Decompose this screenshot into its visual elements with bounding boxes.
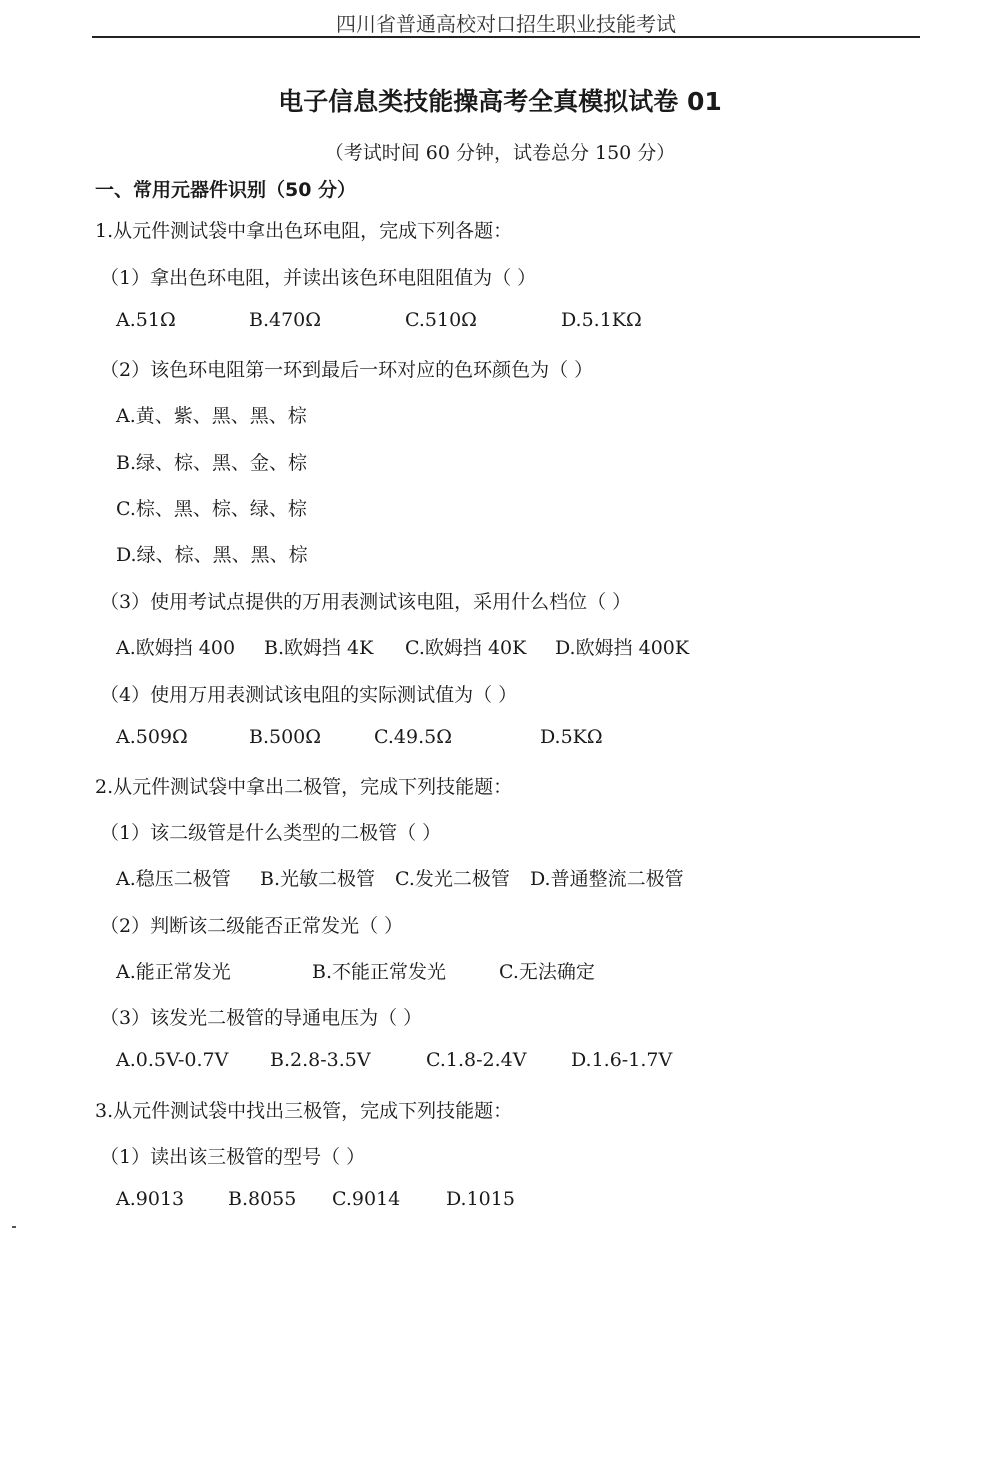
option-b: B.欧姆挡 4K [264,637,374,659]
option-a: A.能正常发光 [116,961,231,983]
option-b: B.8055 [228,1188,297,1210]
option-a: A.509Ω [116,726,188,748]
option-a: A.黄、紫、黑、黑、棕 [116,405,307,427]
q1-sub4-text: （4）使用万用表测试该电阻的实际测试值为（ ） [100,684,518,706]
option-c: C.棕、黑、棕、绿、棕 [116,498,307,520]
option-d: D.欧姆挡 400K [555,637,690,659]
option-d: D.普通整流二极管 [530,868,684,890]
q2-sub2-text: （2）判断该二级能否正常发光（ ） [100,915,404,937]
option-c: C.欧姆挡 40K [405,637,527,659]
option-b: B.470Ω [249,309,322,331]
option-c: C.510Ω [405,309,477,331]
option-a: A.51Ω [116,309,176,331]
option-a: A.稳压二极管 [116,868,231,890]
option-b: B.绿、棕、黑、金、棕 [116,452,308,474]
option-d: D.5.1KΩ [561,309,642,331]
q1-sub1-text: （1）拿出色环电阻，并读出该色环电阻阻值为（ ） [100,267,537,289]
q3-sub1-text: （1）读出该三极管的型号（ ） [100,1146,366,1168]
option-a: A.9013 [116,1188,185,1210]
option-b: B.500Ω [249,726,322,748]
option-b: B.不能正常发光 [312,961,447,983]
header-rule [92,36,920,38]
q2-sub3-text: （3）该发光二极管的导通电压为（ ） [100,1007,423,1029]
exam-subtitle: （考试时间 60 分钟，试卷总分 150 分） [324,142,676,164]
option-c: C.9014 [332,1188,401,1210]
section-heading: 一、常用元器件识别（50 分） [95,179,357,201]
option-d: D.绿、棕、黑、黑、棕 [116,544,308,566]
option-a: A.欧姆挡 400 [116,637,236,659]
q2-sub1-text: （1）该二级管是什么类型的二极管（ ） [100,822,442,844]
question-3-stem: 3.从元件测试袋中找出三极管，完成下列技能题： [95,1100,513,1122]
option-a: A.0.5V-0.7V [116,1049,229,1071]
question-1-stem: 1.从元件测试袋中拿出色环电阻，完成下列各题： [95,220,513,242]
q1-sub3-text: （3）使用考试点提供的万用表测试该电阻，采用什么档位（ ） [100,591,632,613]
option-c: C.49.5Ω [374,726,452,748]
q1-sub2-text: （2）该色环电阻第一环到最后一环对应的色环颜色为（ ） [100,359,594,381]
option-b: B.光敏二极管 [260,868,376,890]
page-header: 四川省普通高校对口招生职业技能考试 [336,12,676,36]
option-d: D.1015 [446,1188,515,1210]
option-c: C.1.8-2.4V [426,1049,527,1071]
exam-title: 电子信息类技能操高考全真模拟试卷 01 [278,87,722,116]
option-c: C.发光二极管 [395,868,510,890]
option-d: D.1.6-1.7V [571,1049,673,1071]
option-b: B.2.8-3.5V [270,1049,371,1071]
question-2-stem: 2.从元件测试袋中拿出二极管，完成下列技能题： [95,776,513,798]
option-d: D.5KΩ [540,726,603,748]
margin-mark [12,1226,16,1228]
option-c: C.无法确定 [499,961,595,983]
